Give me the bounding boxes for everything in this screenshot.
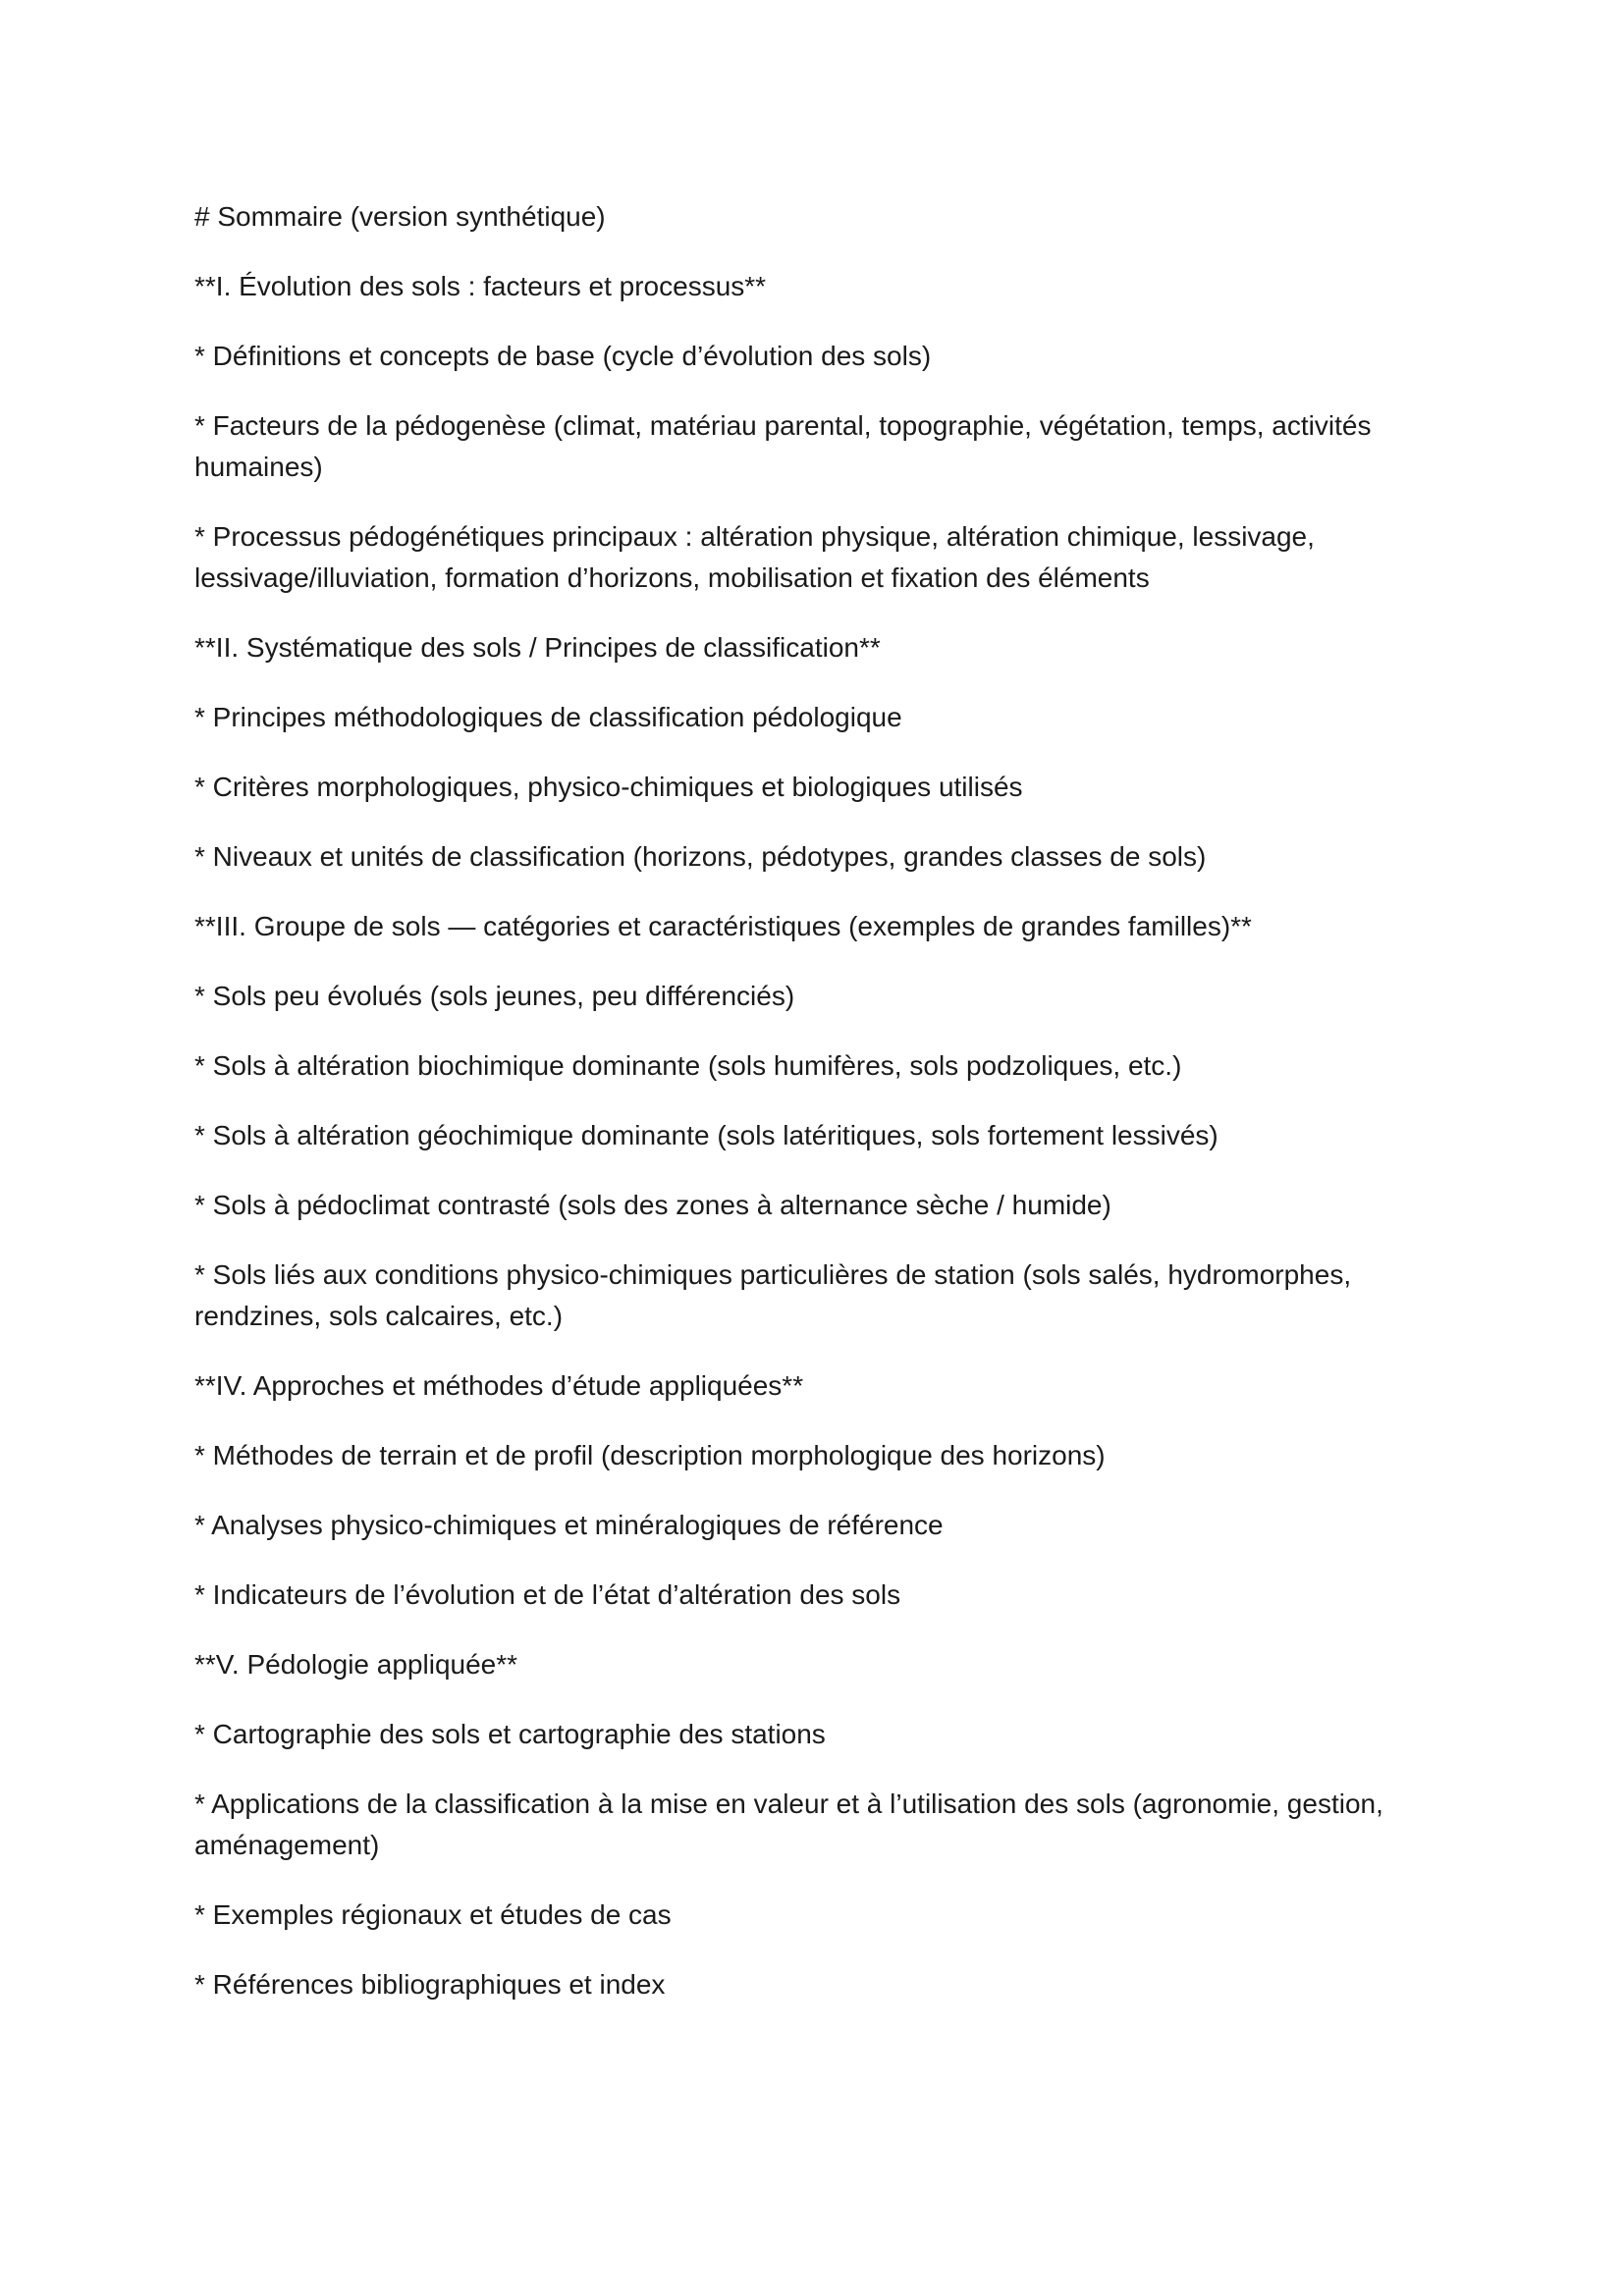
list-item: * Sols liés aux conditions physico-chimiques particulières de station (sols salés, hydromorphes, rendzines, sols calcaires, etc.) (194, 1259, 1352, 1331)
list-item: * Sols à pédoclimat contrasté (sols des zones à alternance sèche / humide) (194, 1190, 1111, 1220)
document-title: # Sommaire (version synthétique) (194, 201, 606, 232)
list-item: * Méthodes de terrain et de profil (description morphologique des horizons) (194, 1440, 1106, 1470)
section-heading-3: **III. Groupe de sols — catégories et caractéristiques (exemples de grandes familles)** (194, 911, 1252, 941)
list-item: * Sols à altération biochimique dominante (sols humifères, sols podzoliques, etc.) (194, 1050, 1182, 1081)
section-heading-4: **IV. Approches et méthodes d’étude appliquées** (194, 1370, 804, 1401)
document-body (194, 196, 1432, 2034)
list-item: * Indicateurs de l’évolution et de l’état d’altération des sols (194, 1579, 901, 1610)
list-item: * Niveaux et unités de classification (horizons, pédotypes, grandes classes de sols) (194, 841, 1207, 872)
list-item: * Cartographie des sols et cartographie des stations (194, 1719, 826, 1749)
section-heading-2: **II. Systématique des sols / Principes de classification** (194, 632, 881, 663)
list-item: * Exemples régionaux et études de cas (194, 1899, 672, 1930)
list-item: * Sols peu évolués (sols jeunes, peu différenciés) (194, 981, 795, 1011)
list-item: * Analyses physico-chimiques et minéralogiques de référence (194, 1510, 944, 1540)
list-item: * Critères morphologiques, physico-chimiques et biologiques utilisés (194, 772, 1023, 802)
list-item: * Sols à altération géochimique dominante (sols latéritiques, sols fortement lessivés) (194, 1120, 1218, 1150)
list-item: * Applications de la classification à la mise en valeur et à l’utilisation des sols (agronomie, gestion, aménagement) (194, 1789, 1383, 1860)
section-heading-5: **V. Pédologie appliquée** (194, 1649, 518, 1680)
section-heading-1: **I. Évolution des sols : facteurs et processus** (194, 271, 767, 301)
list-item: * Définitions et concepts de base (cycle d’évolution des sols) (194, 341, 932, 371)
list-item: * Références bibliographiques et index (194, 1969, 666, 2000)
list-item: * Facteurs de la pédogenèse (climat, matériau parental, topographie, végétation, temps, activités humaines) (194, 410, 1372, 482)
list-item: * Principes méthodologiques de classification pédologique (194, 702, 902, 732)
list-item: * Processus pédogénétiques principaux : altération physique, altération chimique, lessivage, lessivage/illuviation, formation d’horizons, mobilisation et fixation des éléments (194, 521, 1315, 593)
